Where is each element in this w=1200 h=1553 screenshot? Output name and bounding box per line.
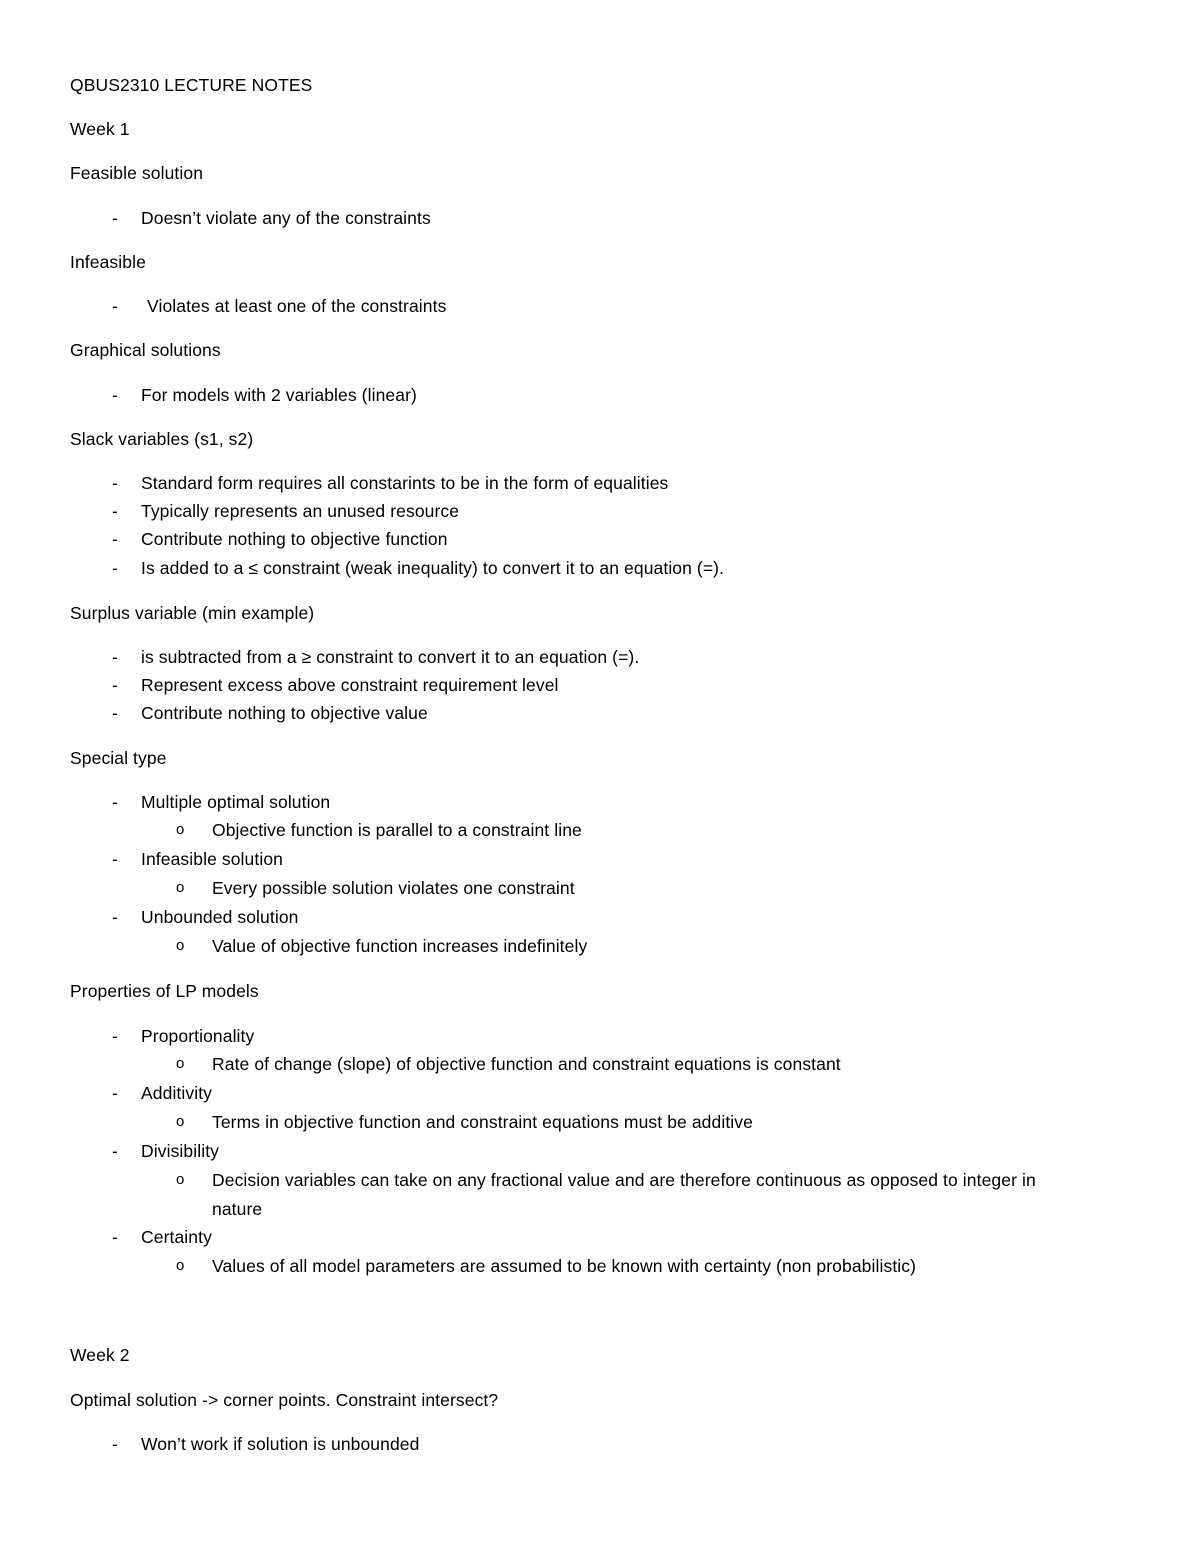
sub-bullet-o: o <box>176 1171 185 1188</box>
list-item: is subtracted from a ≥ constraint to convert it to an equation (=). <box>141 647 640 667</box>
feasible-solution-heading: Feasible solution <box>70 163 204 183</box>
list-item: For models with 2 variables (linear) <box>141 385 417 405</box>
list-item: Divisibility <box>141 1141 220 1161</box>
list-dash: - <box>112 208 118 228</box>
surplus-variable-heading: Surplus variable (min example) <box>70 603 315 623</box>
list-dash: - <box>112 529 118 549</box>
sub-list-item: Every possible solution violates one constraint <box>212 878 575 898</box>
list-item: Infeasible solution <box>141 849 283 869</box>
sub-bullet-o: o <box>176 937 185 954</box>
list-dash: - <box>112 1026 118 1046</box>
sub-list-item: Value of objective function increases indefinitely <box>212 936 588 956</box>
list-dash: - <box>112 792 118 812</box>
list-item: Is added to a ≤ constraint (weak inequality) to convert it to an equation (=). <box>141 558 725 578</box>
list-dash: - <box>112 1083 118 1103</box>
graphical-solutions-heading: Graphical solutions <box>70 340 221 360</box>
list-dash: - <box>112 849 118 869</box>
list-item: Contribute nothing to objective function <box>141 529 448 549</box>
list-dash: - <box>112 296 118 316</box>
list-item: Unbounded solution <box>141 907 299 927</box>
list-dash: - <box>112 558 118 578</box>
list-item: Standard form requires all constarints to be in the form of equalities <box>141 473 669 493</box>
list-dash: - <box>112 385 118 405</box>
list-dash: - <box>112 501 118 521</box>
list-item: Typically represents an unused resource <box>141 501 460 521</box>
sub-list-item: Decision variables can take on any fractional value and are therefore continuous as opposed to integer in <box>212 1170 1036 1190</box>
week-2-heading: Week 2 <box>70 1345 130 1365</box>
list-dash: - <box>112 907 118 927</box>
list-item: Additivity <box>141 1083 213 1103</box>
list-dash: - <box>112 675 118 695</box>
sub-list-item: Rate of change (slope) of objective function and constraint equations is constant <box>212 1054 841 1074</box>
list-item: Certainty <box>141 1227 212 1247</box>
list-item: Violates at least one of the constraints <box>147 296 447 316</box>
list-item: Multiple optimal solution <box>141 792 331 812</box>
list-item: Proportionality <box>141 1026 255 1046</box>
sub-bullet-o: o <box>176 821 185 838</box>
list-dash: - <box>112 1141 118 1161</box>
infeasible-heading: Infeasible <box>70 252 146 272</box>
sub-bullet-o: o <box>176 1113 185 1130</box>
document-title: QBUS2310 LECTURE NOTES <box>70 75 313 95</box>
sub-list-item-continuation: nature <box>212 1199 263 1219</box>
list-dash: - <box>112 1227 118 1247</box>
list-dash: - <box>112 473 118 493</box>
special-type-heading: Special type <box>70 748 167 768</box>
properties-heading: Properties of LP models <box>70 981 259 1001</box>
list-item: Won’t work if solution is unbounded <box>141 1434 420 1454</box>
week-1-heading: Week 1 <box>70 119 130 139</box>
list-item: Contribute nothing to objective value <box>141 703 428 723</box>
slack-variables-heading: Slack variables (s1, s2) <box>70 429 254 449</box>
list-dash: - <box>112 1434 118 1454</box>
sub-bullet-o: o <box>176 879 185 896</box>
sub-bullet-o: o <box>176 1257 185 1274</box>
optimal-solution-heading: Optimal solution -> corner points. Constraint intersect? <box>70 1390 499 1410</box>
sub-list-item: Objective function is parallel to a constraint line <box>212 820 582 840</box>
sub-bullet-o: o <box>176 1055 185 1072</box>
list-item: Represent excess above constraint requirement level <box>141 675 559 695</box>
list-dash: - <box>112 703 118 723</box>
sub-list-item: Values of all model parameters are assumed to be known with certainty (non probabilistic) <box>212 1256 917 1276</box>
list-dash: - <box>112 647 118 667</box>
list-item: Doesn’t violate any of the constraints <box>141 208 431 228</box>
sub-list-item: Terms in objective function and constraint equations must be additive <box>212 1112 753 1132</box>
